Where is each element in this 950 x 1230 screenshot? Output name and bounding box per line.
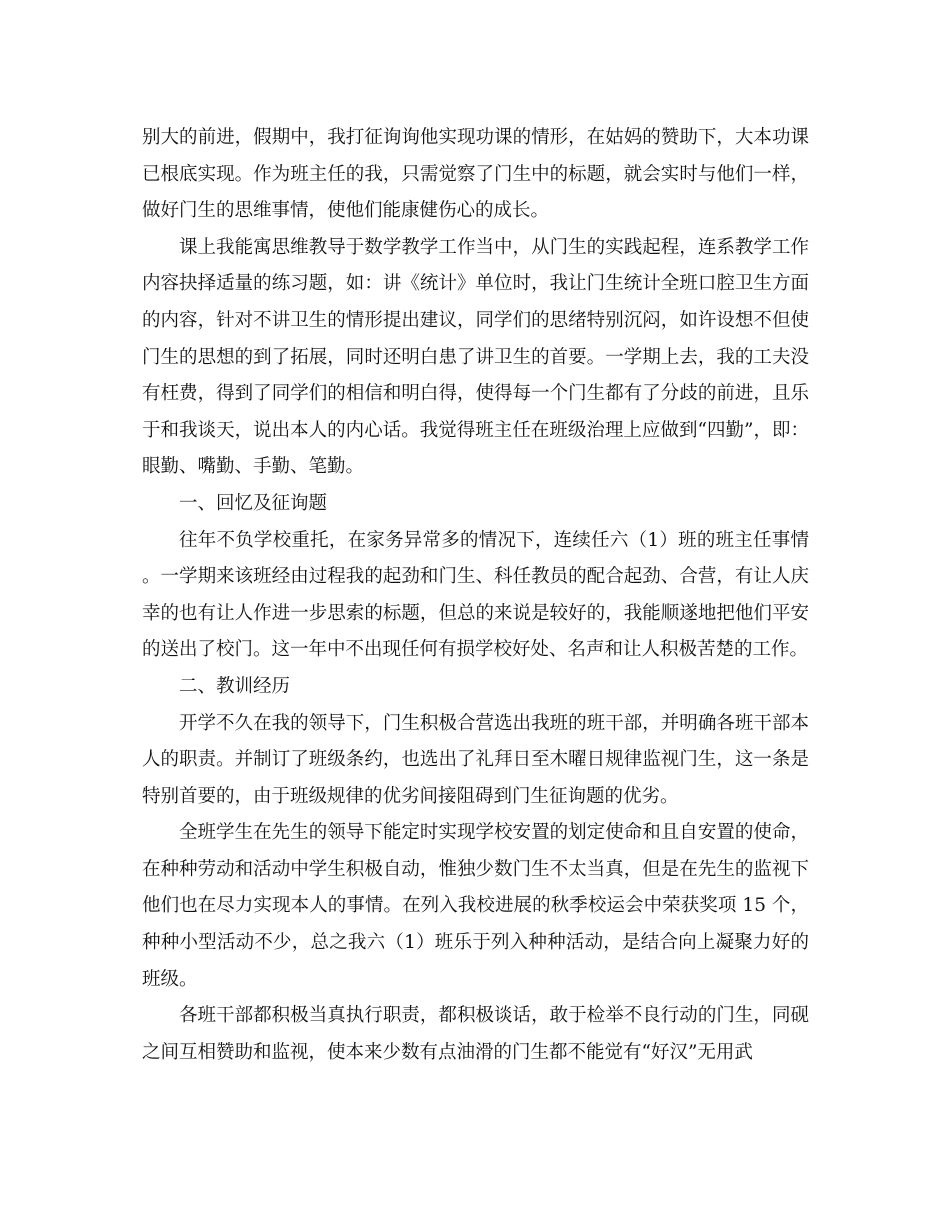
paragraph-math-teaching: 课上我能寓思维教导于数学教学工作当中，从门生的实践起程，连系教学工作内容抉择适量的练习题，如：讲《统计》单位时，我让门生统计全班口腔卫生方面的内容，针对不讲卫生的情形提出建议，同学们的思绪特别沉闷，如许设想不但使门生的思想的到了拓展，同时还明白患了讲卫生的首要。一学期上去，我的工夫没有枉费，得到了同学们的相信和明白得，使得每一个门生都有了分歧的前进，且乐于和我谈天，说出本人的内心话。我觉得班主任在班级治理上应做到“四勤”，即：眼勤、嘴勤、手勤、笔勤。 bbox=[142, 236, 809, 478]
section-heading-experience: 二、教训经历 bbox=[179, 675, 291, 697]
paragraph-activities: 全班学生在先生的领导下能定时实现学校安置的划定使命和且自安置的使命，在种种劳动和活动中学生积极自动，惟独少数门生不太当真，但是在先生的监视下他们也在尽力实现本人的事情。在列入我校进展的秋季校运会中荣获奖项 15 个，种种小型活动不少，总之我六（1）班乐于列入种种活动，是结合向上凝聚力好的班级。 bbox=[142, 822, 809, 990]
paragraph-supervision: 各班干部都积极当真执行职责，都积极谈话，敢于检举不良行动的门生，同砚之间互相赞助和监视，使本来少数有点油滑的门生都不能觉有“好汉”无用武 bbox=[142, 1005, 809, 1063]
section-heading-review: 一、回忆及征询题 bbox=[179, 492, 328, 514]
paragraph-class-cadres: 开学不久在我的领导下，门生积极合营选出我班的班干部，并明确各班干部本人的职责。并制订了班级条约，也选出了礼拜日至木曜日规律监视门生，这一条是特别首要的，由于班级规律的优劣间接阻碍到门生征询题的优劣。 bbox=[142, 712, 809, 807]
document-body bbox=[142, 120, 809, 1071]
paragraph-continuation: 别大的前进，假期中，我打征询询他实现功课的情形，在姑妈的赞助下，大本功课已根底实现。作为班主任的我，只需觉察了门生中的标题，就会实时与他们一样，做好门生的思维事情，使他们能康健伤心的成长。 bbox=[142, 127, 809, 222]
paragraph-class-duties: 往年不负学校重托，在家务异常多的情况下，连续任六（1）班的班主任事情。一学期来该班经由过程我的起劲和门生、科任教员的配合起劲、合营，有让人庆幸的也有让人作进一步思索的标题，但总的来说是较好的，我能顺遂地把他们平安的送出了校门。这一年中不出现任何有损学校好处、名声和让人积极苦楚的工作。 bbox=[142, 529, 809, 661]
